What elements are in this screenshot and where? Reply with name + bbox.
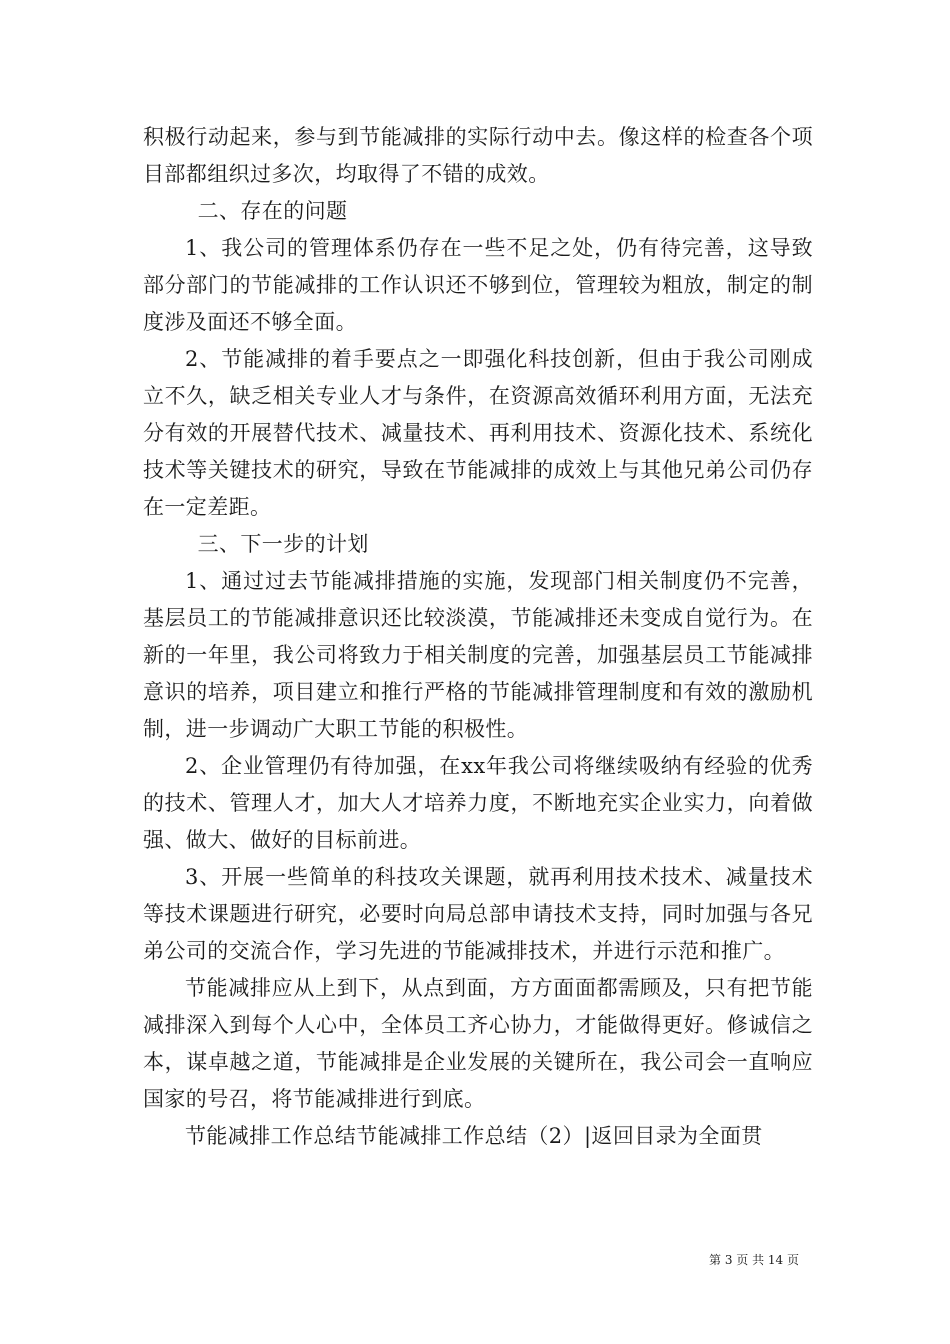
paragraph-conclusion: 节能减排应从上到下，从点到面，方方面面都需顾及，只有把节能减排深入到每个人心中，全体员工齐心协力，才能做得更好。修诚信之本，谋卓越之道，节能减排是企业发展的关键所在，我公司会一直响应国家的号召，将节能减排进行到底。 xyxy=(143,976,813,1111)
paragraph-next-article: 节能减排工作总结节能减排工作总结（2）|返回目录为全面贯 xyxy=(185,1124,763,1148)
page-number-footer: 第 3 页 共 14 页 xyxy=(709,1253,799,1267)
section-heading-next-steps: 三、下一步的计划 xyxy=(197,532,369,556)
section-heading-problems: 二、存在的问题 xyxy=(197,199,348,223)
paragraph-plan-2: 2、企业管理仍有待加强，在xx年我公司将继续吸纳有经验的优秀的技术、管理人才，加大人才培养力度，不断地充实企业实力，向着做强、做大、做好的目标前进。 xyxy=(143,754,813,852)
paragraph-problem-2: 2、节能减排的着手要点之一即强化科技创新，但由于我公司刚成立不久，缺乏相关专业人才与条件，在资源高效循环利用方面，无法充分有效的开展替代技术、减量技术、再利用技术、资源化技术、系统化技术等关键技术的研究，导致在节能减排的成效上与其他兄弟公司仍存在一定差距。 xyxy=(143,347,813,519)
paragraph-plan-3: 3、开展一些简单的科技攻关课题，就再利用技术技术、减量技术等技术课题进行研究，必要时向局总部申请技术支持，同时加强与各兄弟公司的交流合作，学习先进的节能减排技术，并进行示范和推广。 xyxy=(143,865,813,963)
paragraph-problem-1: 1、我公司的管理体系仍存在一些不足之处，仍有待完善，这导致部分部门的节能减排的工作认识还不够到位，管理较为粗放，制定的制度涉及面还不够全面。 xyxy=(143,236,813,334)
paragraph-plan-1: 1、通过过去节能减排措施的实施，发现部门相关制度仍不完善，基层员工的节能减排意识还比较淡漠，节能减排还未变成自觉行为。在新的一年里，我公司将致力于相关制度的完善，加强基层员工节能减排意识的培养，项目建立和推行严格的节能减排管理制度和有效的激励机制，进一步调动广大职工节能的积极性。 xyxy=(143,569,813,741)
paragraph-continuation: 积极行动起来，参与到节能减排的实际行动中去。像这样的检查各个项目部都组织过多次，均取得了不错的成效。 xyxy=(143,125,813,186)
document-body xyxy=(143,119,813,1155)
